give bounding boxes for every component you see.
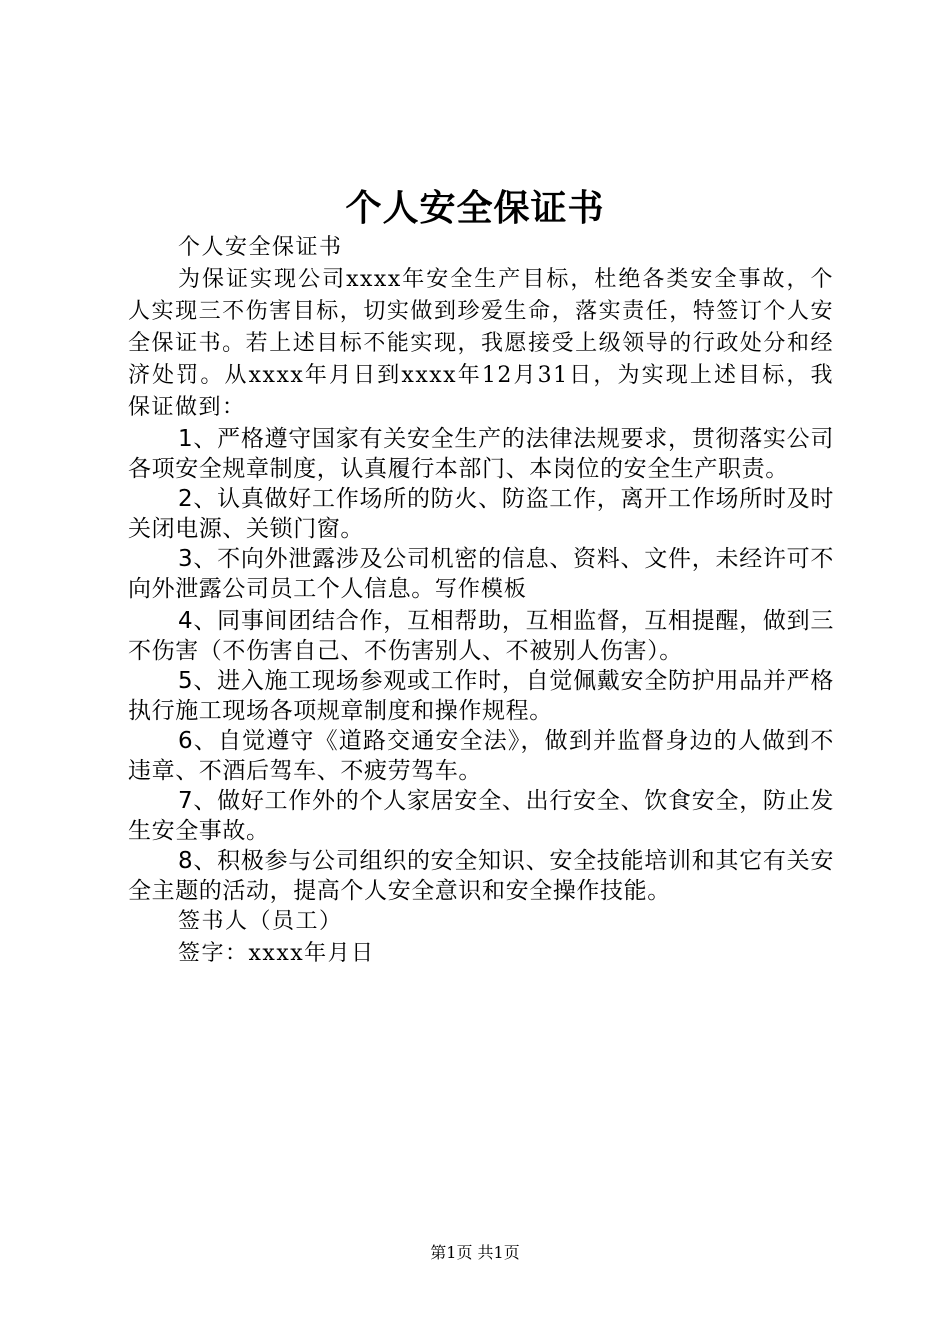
template-note: 写作模板 (434, 577, 527, 602)
list-item-3-text: 3、不向外泄露涉及公司机密的信息、资料、文件，未经许可不向外泄露公司员工个人信息。 (128, 546, 834, 602)
list-item-6: 6、自觉遵守《道路交通安全法》，做到并监督身边的人做到不违章、不酒后驾车、不疲劳驾车。 (128, 728, 834, 784)
list-item-4: 4、同事间团结合作，互相帮助，互相监督，互相提醒，做到三不伤害（不伤害自己、不伤害别人、不被别人伤害）。 (128, 608, 834, 664)
list-item-7: 7、做好工作外的个人家居安全、出行安全、饮食安全，防止发生安全事故。 (128, 788, 834, 844)
subtitle-line: 个人安全保证书 (178, 235, 343, 260)
signer-line: 签书人（员工） (178, 909, 343, 934)
signature-line: 签字：xxxx年月日 (178, 941, 375, 966)
document-title: 个人安全保证书 (345, 187, 605, 229)
list-item-5: 5、进入施工现场参观或工作时，自觉佩戴安全防护用品并严格执行施工现场各项规章制度和操作规程。 (128, 668, 834, 724)
page-footer: 第1页 共1页 (430, 1243, 520, 1262)
list-item-8: 8、积极参与公司组织的安全知识、安全技能培训和其它有关安全主题的活动，提高个人安全意识和安全操作技能。 (128, 848, 834, 904)
list-item-1: 1、严格遵守国家有关安全生产的法律法规要求，贯彻落实公司各项安全规章制度，认真履行本部门、本岗位的安全生产职责。 (128, 426, 834, 482)
list-item-3 (128, 544, 834, 606)
intro-paragraph: 为保证实现公司xxxx年安全生产目标，杜绝各类安全事故，个人实现三不伤害目标，切实做到珍爱生命，落实责任，特签订个人安全保证书。若上述目标不能实现，我愿接受上级领导的行政处分和经济处罚。从xxxx年月日到xxxx年12月31日，为实现上述目标，我保证做到： (128, 267, 834, 420)
list-item-2: 2、认真做好工作场所的防火、防盗工作，离开工作场所时及时关闭电源、关锁门窗。 (128, 486, 834, 542)
document-body (128, 232, 834, 970)
